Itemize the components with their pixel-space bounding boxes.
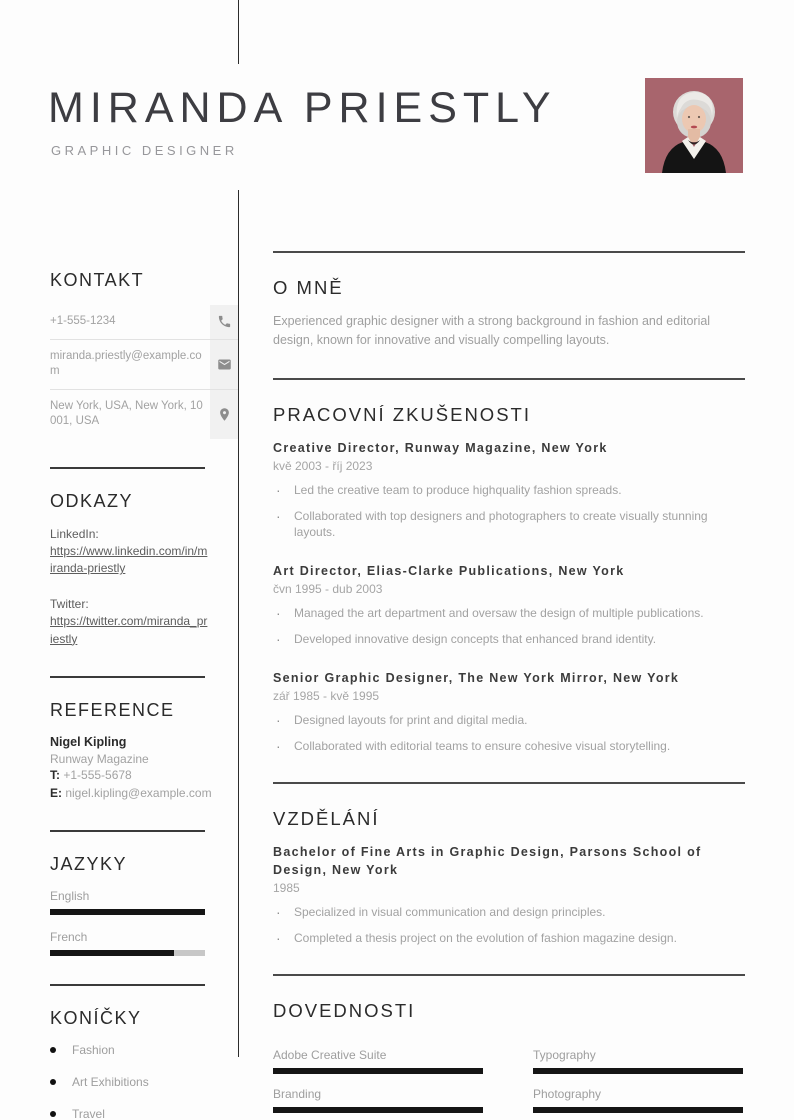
sidebar-divider xyxy=(50,676,205,678)
skill-level-track xyxy=(533,1107,743,1113)
vertical-divider-top xyxy=(238,0,239,64)
skill-level-track xyxy=(273,1107,483,1113)
job-title: Art Director, Elias-Clarke Publications, New York xyxy=(273,564,625,579)
profile-photo-illustration xyxy=(645,78,743,173)
hobbies-heading: KONÍČKY xyxy=(50,1007,142,1028)
bullet-item: · Managed the art department and oversaw the design of multiple publications. xyxy=(273,605,745,622)
language-level-bar xyxy=(50,909,205,915)
job-entry xyxy=(273,439,745,542)
skills-grid xyxy=(273,1048,745,1113)
bullet-item: · Completed a thesis project on the evolution of fashion magazine design. xyxy=(273,930,745,947)
reference-email-line xyxy=(50,785,215,802)
skill-level-track xyxy=(273,1068,483,1074)
reference-name: Nigel Kipling xyxy=(50,734,127,749)
job-title: Senior Graphic Designer, The New York Mirror, New York xyxy=(273,670,680,685)
skill-item xyxy=(273,1087,483,1113)
job-title: Creative Director, Runway Magazine, New York xyxy=(273,440,608,455)
bullet-item: · Designed layouts for print and digital media. xyxy=(273,712,745,729)
section-rule xyxy=(273,974,745,976)
contact-item-email xyxy=(50,340,238,390)
bullet-dot-icon xyxy=(50,1111,56,1117)
job-bullets xyxy=(273,712,745,755)
languages-heading: JAZYKY xyxy=(50,853,128,874)
person-job-title: GRAPHIC DESIGNER xyxy=(51,143,238,158)
vertical-divider-main xyxy=(238,190,239,1057)
hobby-item xyxy=(50,1075,238,1089)
link-item-linkedin xyxy=(50,526,210,578)
linkedin-label: LinkedIn: xyxy=(50,526,99,541)
links-heading: ODKAZY xyxy=(50,490,134,511)
sidebar-divider xyxy=(50,984,205,986)
contact-item-address xyxy=(50,390,238,439)
skills-section xyxy=(273,1000,745,1113)
reference-company: Runway Magazine xyxy=(50,751,149,766)
job-entry xyxy=(273,669,745,755)
contact-phone-value: +1-555-1234 xyxy=(50,315,116,327)
bullet-item: · Collaborated with editorial teams to ensure cohesive visual storytelling. xyxy=(273,738,745,755)
contact-address-value: New York, USA, New York, 10001, USA xyxy=(50,399,203,428)
sidebar-divider xyxy=(50,467,205,469)
skill-item xyxy=(533,1048,743,1074)
skill-level-bar xyxy=(533,1107,743,1113)
job-dates: kvě 2003 - říj 2023 xyxy=(273,458,373,473)
experience-section xyxy=(273,404,745,755)
contact-list xyxy=(50,305,238,439)
skill-name: Photography xyxy=(533,1086,602,1101)
bullet-item: · Specialized in visual communication and design principles. xyxy=(273,904,745,921)
job-bullets xyxy=(273,605,745,648)
phone-icon xyxy=(210,305,238,339)
profile-photo xyxy=(645,78,743,173)
contact-email-value: miranda.priestly@example.com xyxy=(50,349,202,378)
person-name: MIRANDA PRIESTLY xyxy=(48,84,557,132)
twitter-label: Twitter: xyxy=(50,596,89,611)
skill-item xyxy=(273,1048,483,1074)
links-section xyxy=(50,491,238,648)
language-level-bar xyxy=(50,950,174,956)
degree-title: Bachelor of Fine Arts in Graphic Design, Parsons School of Design, New York xyxy=(273,844,702,877)
reference-phone-line xyxy=(50,767,215,784)
skill-name: Branding xyxy=(273,1086,322,1101)
contact-heading: KONTAKT xyxy=(50,270,145,290)
sidebar xyxy=(50,270,238,1120)
degree-dates: 1985 xyxy=(273,880,300,895)
hobby-item xyxy=(50,1107,238,1120)
bullet-item: · Developed innovative design concepts that enhanced brand identity. xyxy=(273,631,745,648)
education-section xyxy=(273,808,745,947)
skill-level-track xyxy=(533,1068,743,1074)
about-section xyxy=(273,277,745,351)
language-name: French xyxy=(50,929,88,944)
hobby-label: Art Exhibitions xyxy=(72,1074,149,1089)
bullet-item: · Collaborated with top designers and photographers to create visually stunning layouts. xyxy=(273,508,745,542)
twitter-link[interactable]: https://twitter.com/miranda_priestly xyxy=(50,614,208,646)
reference-heading: REFERENCE xyxy=(50,699,175,720)
link-item-twitter xyxy=(50,596,210,648)
skills-heading: DOVEDNOSTI xyxy=(273,999,416,1021)
bullet-dot-icon xyxy=(50,1047,56,1053)
reference-email-label: E: xyxy=(50,785,62,800)
sidebar-divider xyxy=(50,830,205,832)
skill-level-bar xyxy=(533,1068,743,1074)
map-pin-icon xyxy=(210,390,238,439)
job-dates: čvn 1995 - dub 2003 xyxy=(273,582,383,597)
experience-heading: PRACOVNÍ ZKUŠENOSTI xyxy=(273,403,531,425)
linkedin-link[interactable]: https://www.linkedin.com/in/miranda-priestly xyxy=(50,543,208,576)
language-item-english xyxy=(50,889,205,915)
education-heading: VZDĚLÁNÍ xyxy=(273,807,380,829)
education-bullets xyxy=(273,904,745,947)
language-name: English xyxy=(50,888,90,903)
section-rule xyxy=(273,251,745,253)
bullet-dot-icon xyxy=(50,1079,56,1085)
skill-name: Adobe Creative Suite xyxy=(273,1047,387,1062)
hobbies-section xyxy=(50,1008,238,1120)
about-text: Experienced graphic designer with a strong background in fashion and editorial design, known for innovative and visually compelling layouts. xyxy=(273,314,711,348)
language-level-track xyxy=(50,950,205,956)
hobby-item xyxy=(50,1043,238,1057)
reference-section xyxy=(50,700,238,802)
reference-phone-value: +1-555-5678 xyxy=(63,767,132,782)
languages-section xyxy=(50,854,238,956)
section-rule xyxy=(273,378,745,380)
main-content xyxy=(273,251,745,1113)
language-item-french xyxy=(50,930,205,956)
section-rule xyxy=(273,782,745,784)
job-dates: zář 1985 - kvě 1995 xyxy=(273,689,380,704)
language-level-track xyxy=(50,909,205,915)
hobby-label: Fashion xyxy=(72,1042,115,1057)
bullet-item: · Led the creative team to produce highquality fashion spreads. xyxy=(273,482,745,499)
hobby-label: Travel xyxy=(72,1106,105,1120)
skill-name: Typography xyxy=(533,1047,596,1062)
skill-level-bar xyxy=(273,1107,483,1113)
skill-item xyxy=(533,1087,743,1113)
reference-email-value: nigel.kipling@example.com xyxy=(65,785,212,800)
about-heading: O MNĚ xyxy=(273,277,344,298)
contact-item-phone xyxy=(50,305,238,340)
job-bullets xyxy=(273,482,745,541)
contact-section xyxy=(50,270,238,439)
skill-level-bar xyxy=(273,1068,483,1074)
education-entry xyxy=(273,843,745,947)
envelope-icon xyxy=(210,340,238,389)
job-entry xyxy=(273,562,745,648)
reference-phone-label: T: xyxy=(50,767,60,782)
